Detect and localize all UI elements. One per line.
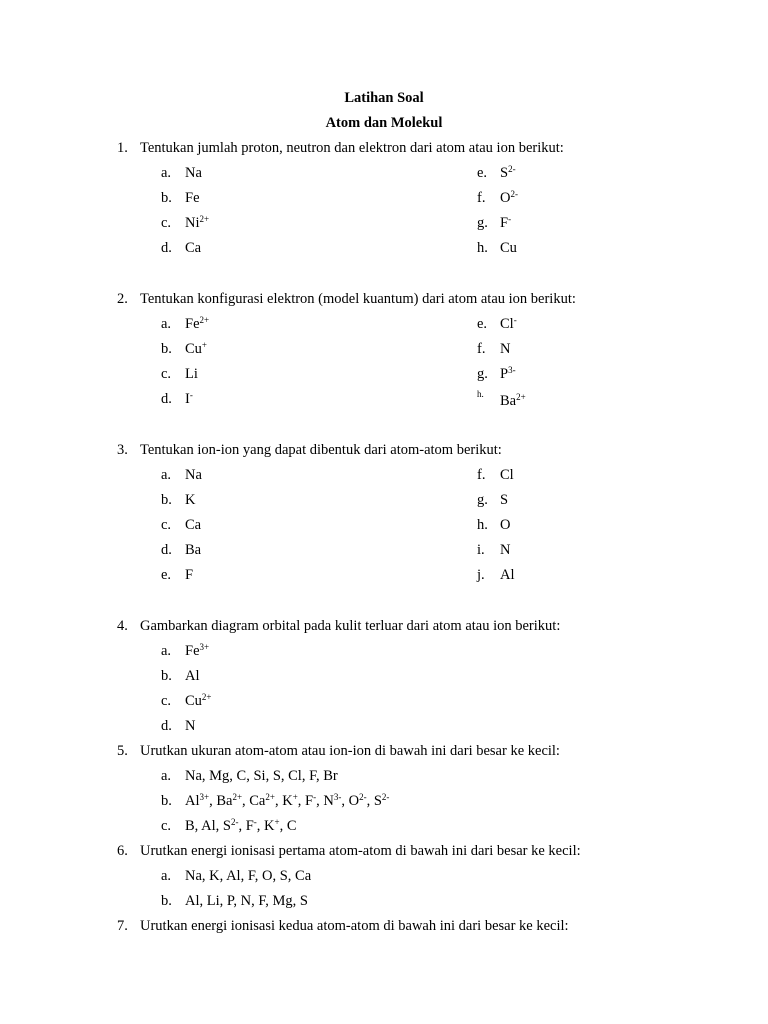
item-value: $Fe^{3+}$: [185, 642, 210, 659]
item-label: c.: [161, 366, 172, 382]
question-text: Tentukan ion-ion yang dapat dibentuk dari atom-atom berikut:: [140, 442, 502, 458]
item-value: Cu+: [185, 340, 207, 357]
question-text: Tentukan konfigurasi elektron (model kuantum) dari atom atau ion berikut:: [140, 291, 576, 307]
item-value: I-: [185, 390, 193, 407]
item-label: i.: [477, 542, 485, 558]
item-label: a.: [161, 768, 172, 784]
item-label: e.: [161, 567, 172, 583]
question-text: Gambarkan diagram orbital pada kulit terluar dari atom atau ion berikut:: [140, 618, 561, 634]
item-label: d.: [161, 718, 172, 734]
item-label: c.: [161, 517, 172, 533]
item-label: b.: [161, 793, 172, 809]
item-value: O: [500, 517, 511, 533]
item-label: g.: [477, 492, 488, 508]
item-label: f.: [477, 190, 486, 206]
question-text: Urutkan energi ionisasi kedua atom-atom di bawah ini dari besar ke kecil:: [140, 918, 569, 934]
item-value: $S^{2-}$: [500, 164, 516, 181]
item-value: Li: [185, 366, 198, 382]
item-label: a.: [161, 643, 172, 659]
item-value: $P^{3-}$: [500, 365, 516, 382]
item-label: b.: [161, 190, 172, 206]
item-label: g.: [477, 215, 488, 231]
question-number: 2.: [117, 291, 128, 307]
item-value: $Fe^{2+}$: [185, 315, 210, 332]
question-number: 5.: [117, 743, 128, 759]
item-label: h.: [477, 240, 488, 256]
page-subtitle: Atom dan Molekul: [325, 115, 443, 131]
item-label: c.: [161, 818, 172, 834]
item-label: b.: [161, 893, 172, 909]
item-label: d.: [161, 542, 172, 558]
question-number: 3.: [117, 442, 128, 458]
question-number: 4.: [117, 618, 128, 634]
item-value: Na: [185, 467, 202, 483]
item-value: Ca: [185, 517, 202, 533]
item-label: f.: [477, 467, 486, 483]
item-value: N: [500, 341, 511, 357]
item-value: Al: [500, 567, 515, 583]
item-value: Fe: [185, 190, 200, 206]
question-number: 1.: [117, 140, 128, 156]
item-value: S: [500, 492, 509, 508]
item-value: F-: [500, 214, 512, 231]
item-value: $Ni^{2+}$: [185, 214, 210, 231]
item-label: h.: [477, 389, 484, 399]
item-value: F: [185, 567, 194, 583]
item-value: Cu: [500, 240, 517, 256]
item-value: K: [185, 492, 196, 508]
item-value: Na: [185, 165, 202, 181]
item-label: a.: [161, 467, 172, 483]
item-value: $O^{2-}$: [500, 189, 518, 206]
question-text: Urutkan ukuran atom-atom atau ion-ion di bawah ini dari besar ke kecil:: [140, 743, 560, 759]
page-title: Latihan Soal: [344, 90, 424, 106]
item-label: f.: [477, 341, 486, 357]
item-value: Ba: [185, 542, 202, 558]
item-value: Ca: [185, 240, 202, 256]
item-label: d.: [161, 240, 172, 256]
item-label: b.: [161, 492, 172, 508]
item-value: Na, Mg, C, Si, S, Cl, F, Br: [185, 768, 338, 784]
question-text: Tentukan jumlah proton, neutron dan elektron dari atom atau ion berikut:: [140, 140, 564, 156]
item-label: e.: [477, 165, 488, 181]
item-value: N: [185, 718, 196, 734]
item-value: $Ba^{2+}$: [500, 392, 526, 409]
item-value: Al, Li, P, N, F, Mg, S: [185, 893, 308, 909]
question-text: Urutkan energi ionisasi pertama atom-atom di bawah ini dari besar ke kecil:: [140, 843, 581, 859]
item-label: a.: [161, 165, 172, 181]
item-value: $Al^{3+}$, $Ba^{2+}$, $Ca^{2+}$, K+, F-, $N^{3-}$, $O^{2-}$, $S^{2-}$: [185, 792, 390, 809]
item-label: d.: [161, 391, 172, 407]
item-label: e.: [477, 316, 488, 332]
item-value: N: [500, 542, 511, 558]
item-value: Cl-: [500, 315, 517, 332]
item-label: a.: [161, 316, 172, 332]
question-number: 7.: [117, 918, 128, 934]
item-value: Al: [185, 668, 200, 684]
item-label: a.: [161, 868, 172, 884]
item-value: Na, K, Al, F, O, S, Ca: [185, 868, 312, 884]
item-label: b.: [161, 668, 172, 684]
item-label: g.: [477, 366, 488, 382]
question-number: 6.: [117, 843, 128, 859]
item-label: b.: [161, 341, 172, 357]
item-label: c.: [161, 693, 172, 709]
item-value: B, Al, $S^{2-}$, F-, K+, C: [185, 817, 297, 834]
item-value: $Cu^{2+}$: [185, 692, 212, 709]
item-label: j.: [477, 567, 485, 583]
item-value: Cl: [500, 467, 514, 483]
item-label: h.: [477, 517, 488, 533]
item-label: c.: [161, 215, 172, 231]
